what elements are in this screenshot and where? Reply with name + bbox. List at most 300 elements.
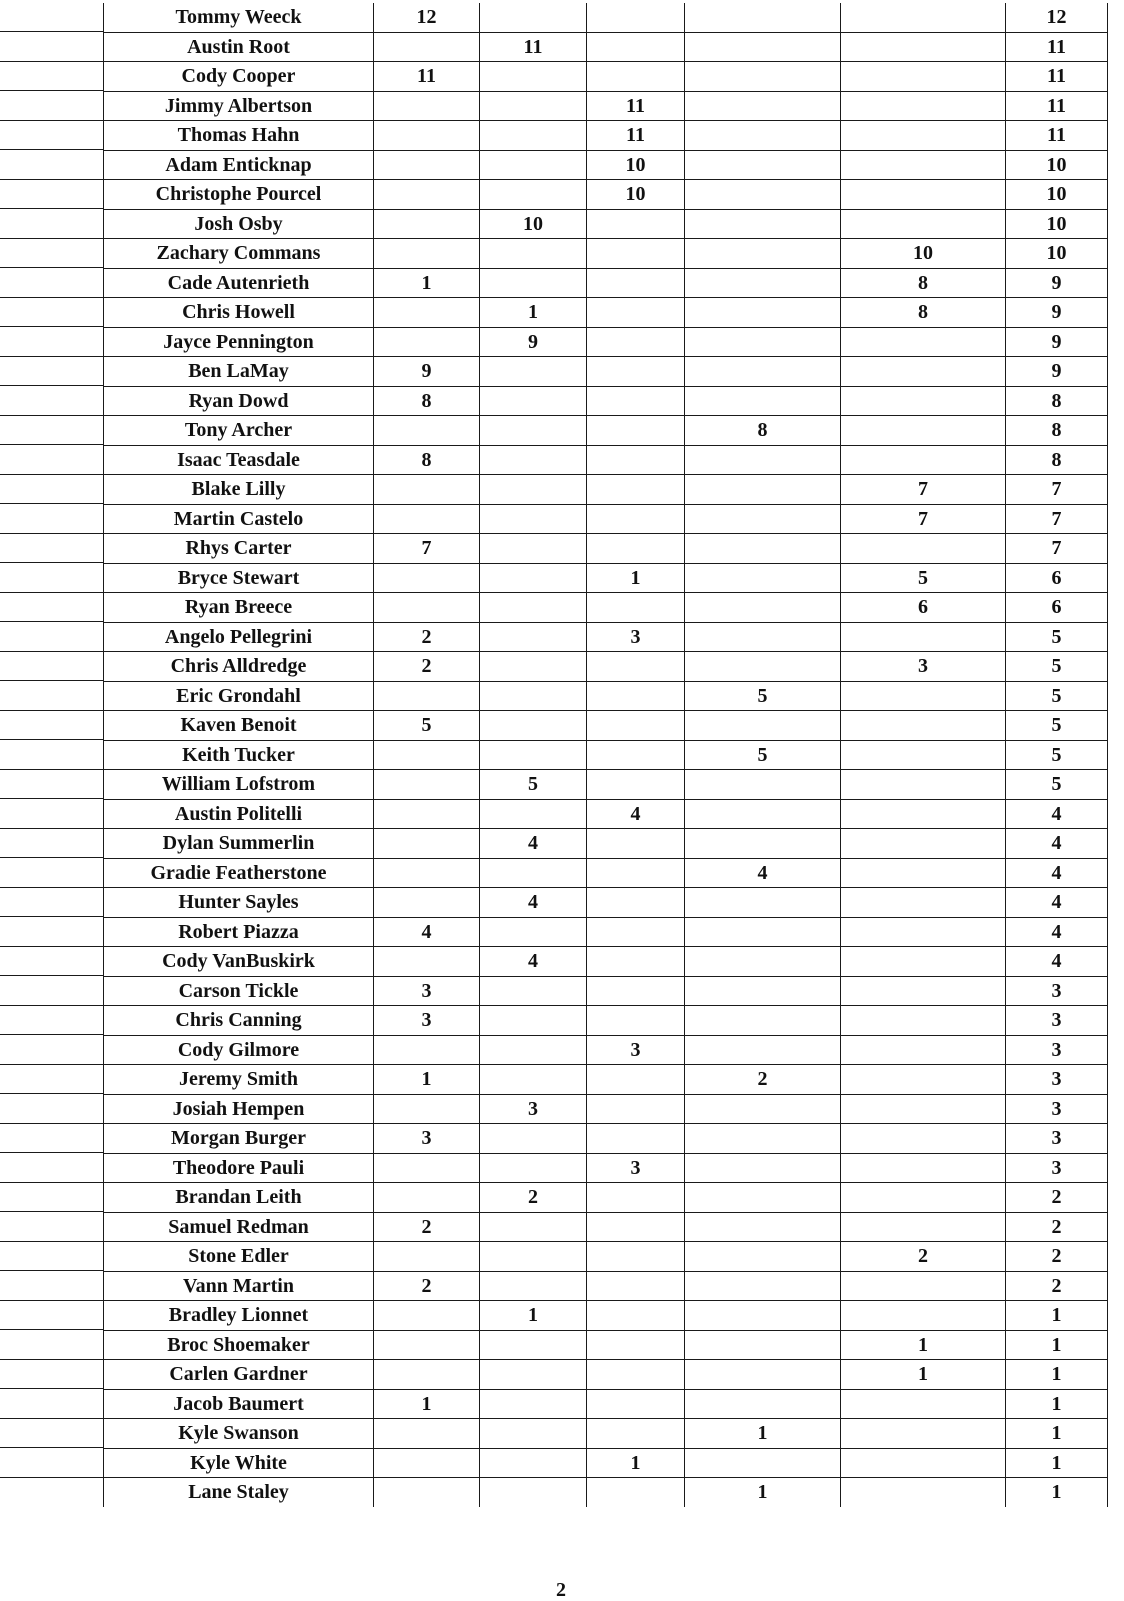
- margin-rule: [0, 1034, 103, 1035]
- table-row: [104, 1183, 1108, 1213]
- round-4-points-cell: [685, 62, 841, 92]
- margin-rule: [0, 474, 103, 475]
- margin-rule: [0, 975, 103, 976]
- total-points-cell: 1: [1006, 1330, 1108, 1360]
- table-row: [104, 357, 1108, 387]
- round-3-points-cell: [587, 3, 685, 32]
- table-row: [104, 740, 1108, 770]
- round-3-points-cell: 1: [587, 1448, 685, 1478]
- rider-name-cell: Zachary Commans: [104, 239, 374, 269]
- round-3-points-cell: [587, 1212, 685, 1242]
- round-2-points-cell: [480, 1419, 587, 1449]
- table-row: [104, 180, 1108, 210]
- round-2-points-cell: [480, 121, 587, 151]
- table-row: [104, 1419, 1108, 1449]
- table-row: [104, 386, 1108, 416]
- round-2-points-cell: [480, 445, 587, 475]
- round-4-points-cell: [685, 475, 841, 505]
- round-1-points-cell: [374, 1419, 480, 1449]
- margin-rule: [0, 887, 103, 888]
- round-2-points-cell: [480, 1389, 587, 1419]
- round-5-points-cell: [841, 62, 1006, 92]
- round-1-points-cell: [374, 150, 480, 180]
- margin-rule: [0, 297, 103, 298]
- round-4-points-cell: [685, 239, 841, 269]
- round-4-points-cell: [685, 1183, 841, 1213]
- round-3-points-cell: 1: [587, 563, 685, 593]
- margin-rule: [0, 1005, 103, 1006]
- total-points-cell: 10: [1006, 180, 1108, 210]
- round-1-points-cell: 2: [374, 1212, 480, 1242]
- round-1-points-cell: [374, 1094, 480, 1124]
- points-standings-table: [103, 3, 1108, 1507]
- round-5-points-cell: [841, 1301, 1006, 1331]
- round-1-points-cell: 2: [374, 622, 480, 652]
- table-row: [104, 563, 1108, 593]
- round-4-points-cell: [685, 563, 841, 593]
- round-4-points-cell: [685, 3, 841, 32]
- table-row: [104, 209, 1108, 239]
- margin-rule: [0, 267, 103, 268]
- round-5-points-cell: 6: [841, 593, 1006, 623]
- total-points-cell: 8: [1006, 445, 1108, 475]
- total-points-cell: 7: [1006, 504, 1108, 534]
- round-4-points-cell: [685, 976, 841, 1006]
- round-4-points-cell: [685, 888, 841, 918]
- round-3-points-cell: [587, 976, 685, 1006]
- margin-rule: [0, 739, 103, 740]
- table-row: [104, 239, 1108, 269]
- rider-name-cell: Bryce Stewart: [104, 563, 374, 593]
- total-points-cell: 2: [1006, 1212, 1108, 1242]
- round-3-points-cell: [587, 593, 685, 623]
- round-4-points-cell: [685, 32, 841, 62]
- round-2-points-cell: [480, 1330, 587, 1360]
- round-1-points-cell: 1: [374, 1065, 480, 1095]
- round-1-points-cell: 3: [374, 976, 480, 1006]
- total-points-cell: 5: [1006, 740, 1108, 770]
- table-row: [104, 1448, 1108, 1478]
- total-points-cell: 10: [1006, 150, 1108, 180]
- margin-rule: [0, 1064, 103, 1065]
- table-row: [104, 622, 1108, 652]
- round-5-points-cell: 7: [841, 504, 1006, 534]
- total-points-cell: 12: [1006, 3, 1108, 32]
- margin-rule: [0, 444, 103, 445]
- round-2-points-cell: [480, 1006, 587, 1036]
- round-4-points-cell: [685, 268, 841, 298]
- round-2-points-cell: [480, 1153, 587, 1183]
- round-1-points-cell: 12: [374, 3, 480, 32]
- round-5-points-cell: [841, 1065, 1006, 1095]
- round-4-points-cell: [685, 386, 841, 416]
- margin-rule: [0, 1182, 103, 1183]
- round-5-points-cell: [841, 858, 1006, 888]
- round-1-points-cell: [374, 1360, 480, 1390]
- total-points-cell: 11: [1006, 62, 1108, 92]
- round-3-points-cell: [587, 947, 685, 977]
- round-2-points-cell: 11: [480, 32, 587, 62]
- round-3-points-cell: [587, 1301, 685, 1331]
- round-5-points-cell: [841, 121, 1006, 151]
- total-points-cell: 4: [1006, 799, 1108, 829]
- rider-name-cell: Jeremy Smith: [104, 1065, 374, 1095]
- round-2-points-cell: [480, 1448, 587, 1478]
- round-4-points-cell: 1: [685, 1478, 841, 1507]
- round-2-points-cell: [480, 1360, 587, 1390]
- round-1-points-cell: 2: [374, 1271, 480, 1301]
- rider-name-cell: Josiah Hempen: [104, 1094, 374, 1124]
- round-2-points-cell: [480, 1065, 587, 1095]
- total-points-cell: 3: [1006, 976, 1108, 1006]
- total-points-cell: 8: [1006, 386, 1108, 416]
- round-4-points-cell: [685, 770, 841, 800]
- round-3-points-cell: [587, 917, 685, 947]
- table-row: [104, 770, 1108, 800]
- round-5-points-cell: [841, 416, 1006, 446]
- round-5-points-cell: [841, 947, 1006, 977]
- round-4-points-cell: 1: [685, 1419, 841, 1449]
- round-2-points-cell: [480, 799, 587, 829]
- round-3-points-cell: [587, 386, 685, 416]
- rider-name-cell: Angelo Pellegrini: [104, 622, 374, 652]
- round-4-points-cell: [685, 711, 841, 741]
- round-1-points-cell: [374, 681, 480, 711]
- table-row: [104, 1360, 1108, 1390]
- round-5-points-cell: [841, 1212, 1006, 1242]
- round-2-points-cell: [480, 681, 587, 711]
- rider-name-cell: Cody Gilmore: [104, 1035, 374, 1065]
- round-4-points-cell: [685, 327, 841, 357]
- margin-rule: [0, 1447, 103, 1448]
- round-3-points-cell: 10: [587, 150, 685, 180]
- round-1-points-cell: [374, 1478, 480, 1507]
- round-3-points-cell: [587, 239, 685, 269]
- round-5-points-cell: [841, 357, 1006, 387]
- total-points-cell: 1: [1006, 1360, 1108, 1390]
- round-1-points-cell: 3: [374, 1124, 480, 1154]
- round-2-points-cell: [480, 91, 587, 121]
- round-1-points-cell: [374, 327, 480, 357]
- page-number: 2: [556, 1579, 566, 1601]
- total-points-cell: 3: [1006, 1006, 1108, 1036]
- round-3-points-cell: [587, 858, 685, 888]
- table-row: [104, 1301, 1108, 1331]
- rider-name-cell: Stone Edler: [104, 1242, 374, 1272]
- round-3-points-cell: 3: [587, 622, 685, 652]
- round-5-points-cell: 2: [841, 1242, 1006, 1272]
- rider-name-cell: Lane Staley: [104, 1478, 374, 1507]
- rider-name-cell: Jacob Baumert: [104, 1389, 374, 1419]
- total-points-cell: 4: [1006, 917, 1108, 947]
- round-3-points-cell: [587, 1330, 685, 1360]
- table-row: [104, 32, 1108, 62]
- round-4-points-cell: [685, 917, 841, 947]
- round-4-points-cell: [685, 1035, 841, 1065]
- standings-body: [104, 3, 1108, 1507]
- round-4-points-cell: [685, 1094, 841, 1124]
- margin-rule: [0, 1388, 103, 1389]
- round-4-points-cell: [685, 1448, 841, 1478]
- round-5-points-cell: [841, 209, 1006, 239]
- rider-name-cell: Dylan Summerlin: [104, 829, 374, 859]
- round-3-points-cell: [587, 888, 685, 918]
- round-2-points-cell: [480, 563, 587, 593]
- round-1-points-cell: [374, 239, 480, 269]
- rider-name-cell: Rhys Carter: [104, 534, 374, 564]
- left-margin-rules: [0, 34, 103, 1590]
- round-2-points-cell: [480, 475, 587, 505]
- rider-name-cell: Broc Shoemaker: [104, 1330, 374, 1360]
- rider-name-cell: Carlen Gardner: [104, 1360, 374, 1390]
- round-4-points-cell: [685, 829, 841, 859]
- rider-name-cell: Josh Osby: [104, 209, 374, 239]
- round-3-points-cell: [587, 681, 685, 711]
- round-5-points-cell: [841, 534, 1006, 564]
- margin-rule: [0, 1300, 103, 1301]
- rider-name-cell: Jayce Pennington: [104, 327, 374, 357]
- margin-rule: [0, 90, 103, 91]
- round-2-points-cell: 5: [480, 770, 587, 800]
- round-1-points-cell: [374, 888, 480, 918]
- margin-rule: [0, 1152, 103, 1153]
- total-points-cell: 11: [1006, 91, 1108, 121]
- margin-rule: [0, 916, 103, 917]
- table-row: [104, 1271, 1108, 1301]
- round-1-points-cell: 2: [374, 652, 480, 682]
- round-4-points-cell: [685, 1389, 841, 1419]
- rider-name-cell: Chris Canning: [104, 1006, 374, 1036]
- round-1-points-cell: 5: [374, 711, 480, 741]
- margin-rule: [0, 651, 103, 652]
- rider-name-cell: Martin Castelo: [104, 504, 374, 534]
- round-3-points-cell: [587, 740, 685, 770]
- round-5-points-cell: [841, 917, 1006, 947]
- round-5-points-cell: 1: [841, 1330, 1006, 1360]
- rider-name-cell: Isaac Teasdale: [104, 445, 374, 475]
- round-5-points-cell: [841, 3, 1006, 32]
- total-points-cell: 6: [1006, 593, 1108, 623]
- total-points-cell: 10: [1006, 209, 1108, 239]
- total-points-cell: 5: [1006, 711, 1108, 741]
- round-1-points-cell: [374, 593, 480, 623]
- round-2-points-cell: [480, 239, 587, 269]
- rider-name-cell: Austin Politelli: [104, 799, 374, 829]
- margin-rule: [0, 238, 103, 239]
- rider-name-cell: Thomas Hahn: [104, 121, 374, 151]
- table-row: [104, 1006, 1108, 1036]
- round-1-points-cell: 1: [374, 268, 480, 298]
- total-points-cell: 9: [1006, 357, 1108, 387]
- margin-rule: [0, 680, 103, 681]
- round-3-points-cell: [587, 1094, 685, 1124]
- margin-rule: [0, 179, 103, 180]
- margin-rule: [0, 946, 103, 947]
- rider-name-cell: Robert Piazza: [104, 917, 374, 947]
- rider-name-cell: Austin Root: [104, 32, 374, 62]
- round-2-points-cell: [480, 858, 587, 888]
- margin-rule: [0, 1093, 103, 1094]
- margin-rule: [0, 415, 103, 416]
- round-4-points-cell: [685, 1301, 841, 1331]
- rider-name-cell: Theodore Pauli: [104, 1153, 374, 1183]
- round-1-points-cell: 7: [374, 534, 480, 564]
- round-5-points-cell: [841, 1271, 1006, 1301]
- total-points-cell: 3: [1006, 1035, 1108, 1065]
- rider-name-cell: Tony Archer: [104, 416, 374, 446]
- round-1-points-cell: [374, 504, 480, 534]
- total-points-cell: 3: [1006, 1065, 1108, 1095]
- round-2-points-cell: [480, 1271, 587, 1301]
- round-4-points-cell: [685, 209, 841, 239]
- round-1-points-cell: [374, 32, 480, 62]
- round-3-points-cell: [587, 1389, 685, 1419]
- round-3-points-cell: [587, 62, 685, 92]
- round-3-points-cell: [587, 711, 685, 741]
- rider-name-cell: Ryan Dowd: [104, 386, 374, 416]
- round-2-points-cell: [480, 504, 587, 534]
- rider-name-cell: Keith Tucker: [104, 740, 374, 770]
- round-4-points-cell: [685, 1006, 841, 1036]
- round-3-points-cell: [587, 1124, 685, 1154]
- round-1-points-cell: [374, 1183, 480, 1213]
- total-points-cell: 9: [1006, 298, 1108, 328]
- round-2-points-cell: 4: [480, 888, 587, 918]
- margin-rule: [0, 1477, 103, 1478]
- round-1-points-cell: 3: [374, 1006, 480, 1036]
- round-3-points-cell: [587, 1419, 685, 1449]
- round-3-points-cell: [587, 298, 685, 328]
- round-2-points-cell: 9: [480, 327, 587, 357]
- round-5-points-cell: 5: [841, 563, 1006, 593]
- round-4-points-cell: [685, 504, 841, 534]
- round-2-points-cell: [480, 357, 587, 387]
- rider-name-cell: Eric Grondahl: [104, 681, 374, 711]
- round-3-points-cell: [587, 770, 685, 800]
- rider-name-cell: Samuel Redman: [104, 1212, 374, 1242]
- rider-name-cell: Adam Enticknap: [104, 150, 374, 180]
- round-3-points-cell: [587, 1242, 685, 1272]
- rider-name-cell: Cody VanBuskirk: [104, 947, 374, 977]
- rider-name-cell: Brandan Leith: [104, 1183, 374, 1213]
- total-points-cell: 2: [1006, 1242, 1108, 1272]
- total-points-cell: 5: [1006, 770, 1108, 800]
- round-5-points-cell: [841, 770, 1006, 800]
- round-5-points-cell: 8: [841, 298, 1006, 328]
- round-4-points-cell: [685, 534, 841, 564]
- total-points-cell: 11: [1006, 121, 1108, 151]
- total-points-cell: 5: [1006, 681, 1108, 711]
- round-3-points-cell: [587, 534, 685, 564]
- rider-name-cell: Ryan Breece: [104, 593, 374, 623]
- round-1-points-cell: 8: [374, 386, 480, 416]
- margin-rule: [0, 61, 103, 62]
- rider-name-cell: Kyle Swanson: [104, 1419, 374, 1449]
- margin-rule: [0, 1123, 103, 1124]
- total-points-cell: 1: [1006, 1301, 1108, 1331]
- round-5-points-cell: 1: [841, 1360, 1006, 1390]
- round-5-points-cell: [841, 622, 1006, 652]
- round-4-points-cell: [685, 180, 841, 210]
- table-row: [104, 858, 1108, 888]
- round-5-points-cell: 10: [841, 239, 1006, 269]
- round-3-points-cell: [587, 209, 685, 239]
- round-1-points-cell: [374, 770, 480, 800]
- round-5-points-cell: [841, 976, 1006, 1006]
- round-4-points-cell: 4: [685, 858, 841, 888]
- round-2-points-cell: 10: [480, 209, 587, 239]
- total-points-cell: 4: [1006, 858, 1108, 888]
- margin-rule: [0, 1359, 103, 1360]
- total-points-cell: 5: [1006, 652, 1108, 682]
- table-row: [104, 1478, 1108, 1507]
- round-2-points-cell: [480, 1242, 587, 1272]
- total-points-cell: 4: [1006, 829, 1108, 859]
- total-points-cell: 7: [1006, 475, 1108, 505]
- rider-name-cell: Carson Tickle: [104, 976, 374, 1006]
- margin-rule: [0, 356, 103, 357]
- round-2-points-cell: [480, 1212, 587, 1242]
- round-5-points-cell: 8: [841, 268, 1006, 298]
- table-row: [104, 917, 1108, 947]
- round-3-points-cell: [587, 1271, 685, 1301]
- round-4-points-cell: [685, 1242, 841, 1272]
- margin-rule: [0, 120, 103, 121]
- round-3-points-cell: 10: [587, 180, 685, 210]
- total-points-cell: 3: [1006, 1153, 1108, 1183]
- rider-name-cell: Bradley Lionnet: [104, 1301, 374, 1331]
- round-4-points-cell: [685, 1212, 841, 1242]
- table-row: [104, 268, 1108, 298]
- round-1-points-cell: [374, 209, 480, 239]
- round-2-points-cell: [480, 917, 587, 947]
- rider-name-cell: Hunter Sayles: [104, 888, 374, 918]
- total-points-cell: 2: [1006, 1183, 1108, 1213]
- round-3-points-cell: [587, 32, 685, 62]
- table-row: [104, 91, 1108, 121]
- round-3-points-cell: [587, 1478, 685, 1507]
- rider-name-cell: Ben LaMay: [104, 357, 374, 387]
- round-2-points-cell: [480, 386, 587, 416]
- round-2-points-cell: 2: [480, 1183, 587, 1213]
- round-2-points-cell: [480, 150, 587, 180]
- round-3-points-cell: [587, 652, 685, 682]
- round-4-points-cell: [685, 357, 841, 387]
- round-3-points-cell: [587, 1360, 685, 1390]
- round-1-points-cell: [374, 1242, 480, 1272]
- round-4-points-cell: [685, 1153, 841, 1183]
- round-4-points-cell: [685, 947, 841, 977]
- table-row: [104, 1153, 1108, 1183]
- round-1-points-cell: [374, 180, 480, 210]
- round-5-points-cell: [841, 1153, 1006, 1183]
- rider-name-cell: Chris Howell: [104, 298, 374, 328]
- round-5-points-cell: [841, 1094, 1006, 1124]
- table-row: [104, 947, 1108, 977]
- table-row: [104, 888, 1108, 918]
- round-2-points-cell: [480, 62, 587, 92]
- margin-rule: [0, 562, 103, 563]
- round-1-points-cell: [374, 947, 480, 977]
- round-4-points-cell: [685, 1330, 841, 1360]
- round-2-points-cell: [480, 3, 587, 32]
- round-1-points-cell: [374, 91, 480, 121]
- total-points-cell: 9: [1006, 327, 1108, 357]
- margin-rule: [0, 149, 103, 150]
- margin-rule: [0, 798, 103, 799]
- total-points-cell: 1: [1006, 1478, 1108, 1507]
- margin-rule: [0, 503, 103, 504]
